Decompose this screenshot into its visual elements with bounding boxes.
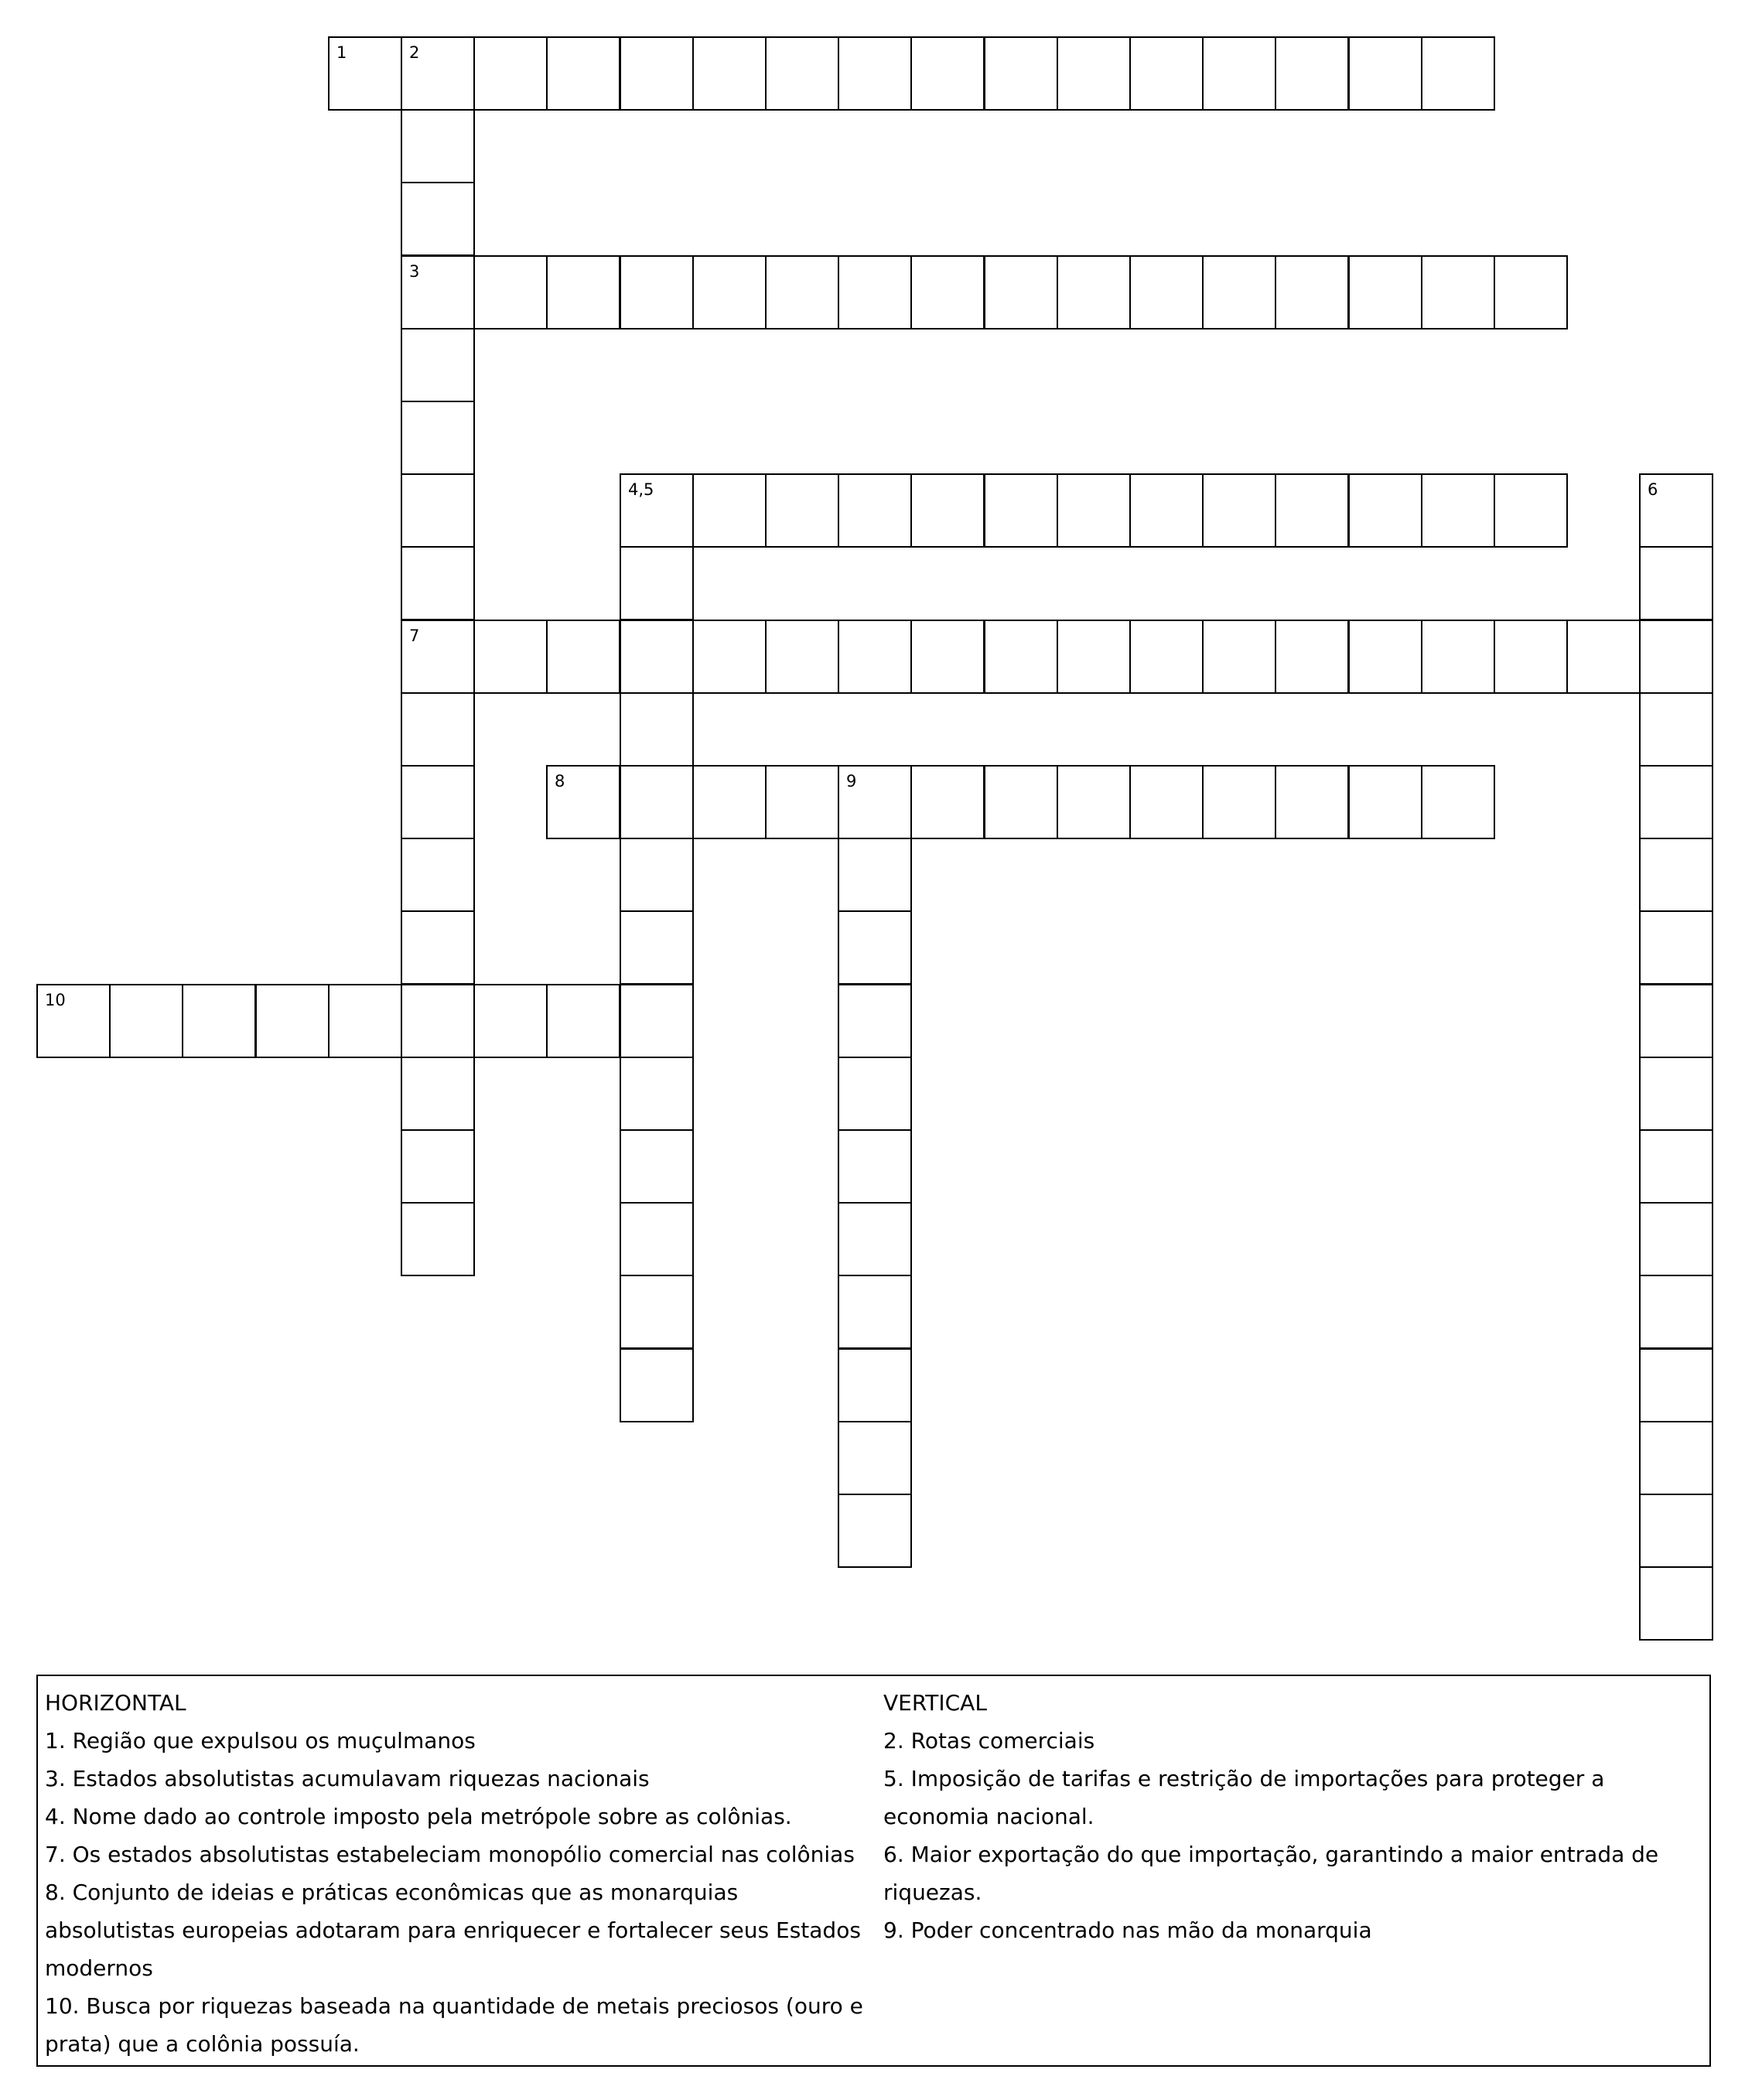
crossword-cell[interactable] (1275, 620, 1349, 694)
crossword-cell[interactable] (1057, 473, 1131, 548)
crossword-cell[interactable] (910, 765, 985, 839)
crossword-cell[interactable] (401, 692, 475, 767)
crossword-cell[interactable] (620, 910, 694, 985)
crossword-cell[interactable] (620, 1348, 694, 1422)
crossword-cell[interactable] (401, 546, 475, 620)
crossword-cell[interactable] (620, 620, 694, 694)
crossword-cell[interactable] (765, 473, 839, 548)
crossword-cell[interactable] (328, 36, 402, 111)
crossword-cell[interactable] (838, 910, 912, 985)
crossword-cell[interactable] (401, 1057, 475, 1131)
crossword-cell[interactable] (1421, 473, 1495, 548)
crossword-cell[interactable] (1421, 765, 1495, 839)
crossword-cell[interactable] (1129, 473, 1204, 548)
crossword-cell[interactable] (984, 36, 1058, 111)
crossword-cell[interactable] (1421, 255, 1495, 330)
crossword-cell[interactable] (401, 255, 475, 330)
crossword-cell[interactable] (546, 765, 620, 839)
crossword-cell[interactable] (1202, 620, 1276, 694)
crossword-cell[interactable] (401, 838, 475, 912)
crossword-cell[interactable] (838, 620, 912, 694)
crossword-cell[interactable] (401, 473, 475, 548)
crossword-cell[interactable] (401, 109, 475, 183)
crossword-cell[interactable] (1348, 620, 1422, 694)
crossword-cell[interactable] (984, 473, 1058, 548)
crossword-cell[interactable] (36, 984, 111, 1058)
crossword-cell[interactable] (620, 1202, 694, 1276)
crossword-cell[interactable] (1639, 910, 1713, 985)
crossword-cell[interactable] (1639, 984, 1713, 1058)
crossword-cell[interactable] (1639, 1202, 1713, 1276)
crossword-cell[interactable] (765, 765, 839, 839)
crossword-cell[interactable] (401, 328, 475, 402)
crossword-cell[interactable] (1129, 255, 1204, 330)
vertical-clues (883, 1684, 1699, 1949)
crossword-cell[interactable] (546, 255, 620, 330)
crossword-cell[interactable] (473, 36, 548, 111)
crossword-cell[interactable] (984, 255, 1058, 330)
clue-vertical-5: 5. Imposição de tarifas e restrição de importações para proteger a economia nacional. (883, 1766, 1605, 1829)
crossword-cell[interactable] (620, 1275, 694, 1349)
crossword-cell[interactable] (910, 36, 985, 111)
crossword-cell[interactable] (838, 1057, 912, 1131)
crossword-cell[interactable] (838, 1494, 912, 1568)
crossword-cell[interactable] (1494, 255, 1568, 330)
crossword-cell[interactable] (1639, 1566, 1713, 1641)
crossword-cell[interactable] (1057, 255, 1131, 330)
clue-horizontal-10: 10. Busca por riquezas baseada na quantidade de metais preciosos (ouro e prata) que a colônia possuía. (45, 1993, 863, 2057)
crossword-cell[interactable] (620, 1129, 694, 1204)
crossword-cell[interactable] (401, 401, 475, 475)
crossword-cell[interactable] (910, 473, 985, 548)
crossword-cell[interactable] (838, 1202, 912, 1276)
crossword-cell[interactable] (182, 984, 256, 1058)
crossword-cell[interactable] (1057, 36, 1131, 111)
crossword-cell[interactable] (1639, 546, 1713, 620)
crossword-cell[interactable] (401, 910, 475, 985)
clue-number: 8 (555, 772, 565, 790)
crossword-cell[interactable] (765, 620, 839, 694)
clue-horizontal-1: 1. Região que expulsou os muçulmanos (45, 1728, 476, 1753)
crossword-cell[interactable] (910, 620, 985, 694)
clue-number: 1 (336, 43, 347, 62)
crossword-cell[interactable] (1639, 838, 1713, 912)
horizontal-heading: HORIZONTAL (45, 1690, 186, 1716)
crossword-cell[interactable] (328, 984, 402, 1058)
crossword-cell[interactable] (838, 1129, 912, 1204)
crossword-cell[interactable] (620, 36, 694, 111)
crossword-cell[interactable] (620, 473, 694, 548)
crossword-cell[interactable] (1202, 765, 1276, 839)
crossword-cell[interactable] (838, 36, 912, 111)
clue-horizontal-8: 8. Conjunto de ideias e práticas econômicas que as monarquias absolutistas europeias adotaram para enriquecer e fortalecer seus Estados modernos (45, 1880, 861, 1981)
clues-box (36, 1675, 1711, 2067)
crossword-cell[interactable] (1639, 1275, 1713, 1349)
clue-horizontal-7: 7. Os estados absolutistas estabeleciam monopólio comercial nas colônias (45, 1842, 855, 1867)
crossword-cell[interactable] (1275, 765, 1349, 839)
crossword-cell[interactable] (1348, 473, 1422, 548)
vertical-heading: VERTICAL (883, 1690, 987, 1716)
crossword-cell[interactable] (1275, 473, 1349, 548)
crossword-cell[interactable] (620, 984, 694, 1058)
crossword-cell[interactable] (473, 255, 548, 330)
crossword-cell[interactable] (546, 620, 620, 694)
crossword-cell[interactable] (109, 984, 183, 1058)
crossword-cell[interactable] (1639, 1494, 1713, 1568)
crossword-cell[interactable] (1494, 473, 1568, 548)
crossword-cell[interactable] (838, 1348, 912, 1422)
crossword-cell[interactable] (838, 473, 912, 548)
crossword-cell[interactable] (473, 620, 548, 694)
crossword-cell[interactable] (1639, 620, 1713, 694)
crossword-cell[interactable] (255, 984, 330, 1058)
crossword-cell[interactable] (765, 36, 839, 111)
crossword-cell[interactable] (838, 1421, 912, 1495)
crossword-cell[interactable] (1129, 620, 1204, 694)
crossword-cell[interactable] (401, 1202, 475, 1276)
clue-vertical-2: 2. Rotas comerciais (883, 1728, 1095, 1753)
crossword-cell[interactable] (401, 182, 475, 256)
clue-vertical-6: 6. Maior exportação do que importação, garantindo a maior entrada de riquezas. (883, 1842, 1659, 1905)
crossword-cell[interactable] (1275, 255, 1349, 330)
crossword-cell[interactable] (984, 765, 1058, 839)
crossword-cell[interactable] (692, 620, 767, 694)
crossword-cell[interactable] (838, 838, 912, 912)
crossword-cell[interactable] (984, 620, 1058, 694)
crossword-cell[interactable] (401, 36, 475, 111)
crossword-cell[interactable] (692, 255, 767, 330)
crossword-cell[interactable] (1057, 620, 1131, 694)
crossword-cell[interactable] (1639, 1421, 1713, 1495)
crossword-cell[interactable] (1275, 36, 1349, 111)
crossword-cell[interactable] (1639, 765, 1713, 839)
crossword-cell[interactable] (1202, 473, 1276, 548)
crossword-cell[interactable] (1348, 36, 1422, 111)
crossword-cell[interactable] (546, 984, 620, 1058)
crossword-cell[interactable] (1348, 255, 1422, 330)
crossword-cell[interactable] (620, 838, 694, 912)
crossword-cell[interactable] (838, 1275, 912, 1349)
crossword-cell[interactable] (620, 255, 694, 330)
crossword-cell[interactable] (1566, 620, 1641, 694)
crossword-cell[interactable] (546, 36, 620, 111)
crossword-cell[interactable] (401, 620, 475, 694)
crossword-cell[interactable] (401, 984, 475, 1058)
clue-number: 10 (45, 991, 66, 1009)
crossword-cell[interactable] (1639, 692, 1713, 767)
crossword-cell[interactable] (1129, 765, 1204, 839)
crossword-cell[interactable] (692, 473, 767, 548)
crossword-cell[interactable] (1202, 255, 1276, 330)
clue-number: 3 (409, 262, 420, 281)
clue-horizontal-4: 4. Nome dado ao controle imposto pela metrópole sobre as colônias. (45, 1804, 792, 1829)
crossword-cell[interactable] (1057, 765, 1131, 839)
crossword-cell[interactable] (838, 255, 912, 330)
crossword-cell[interactable] (1639, 1129, 1713, 1204)
crossword-cell[interactable] (838, 765, 912, 839)
crossword-cell[interactable] (620, 1057, 694, 1131)
horizontal-clues (45, 1684, 865, 2063)
clue-number: 7 (409, 627, 420, 645)
crossword-cell[interactable] (1639, 1057, 1713, 1131)
crossword-cell[interactable] (765, 255, 839, 330)
crossword-cell[interactable] (692, 765, 767, 839)
crossword-cell[interactable] (910, 255, 985, 330)
crossword-cell[interactable] (620, 765, 694, 839)
crossword-cell[interactable] (838, 984, 912, 1058)
crossword-cell[interactable] (1129, 36, 1204, 111)
crossword-cell[interactable] (1202, 36, 1276, 111)
crossword-cell[interactable] (1494, 620, 1568, 694)
clue-number: 4,5 (628, 480, 654, 499)
crossword-cell[interactable] (1421, 36, 1495, 111)
crossword-cell[interactable] (473, 984, 548, 1058)
crossword-cell[interactable] (692, 36, 767, 111)
clue-vertical-9: 9. Poder concentrado nas mão da monarquia (883, 1917, 1372, 1943)
crossword-cell[interactable] (1421, 620, 1495, 694)
crossword-cell[interactable] (401, 1129, 475, 1204)
crossword-cell[interactable] (401, 765, 475, 839)
crossword-cell[interactable] (620, 546, 694, 620)
clue-number: 9 (846, 772, 857, 790)
crossword-cell[interactable] (1348, 765, 1422, 839)
clue-number: 2 (409, 43, 420, 62)
clue-horizontal-3: 3. Estados absolutistas acumulavam riquezas nacionais (45, 1766, 650, 1791)
crossword-cell[interactable] (620, 692, 694, 767)
crossword-cell[interactable] (1639, 473, 1713, 548)
crossword-cell[interactable] (1639, 1348, 1713, 1422)
clue-number: 6 (1648, 480, 1658, 499)
